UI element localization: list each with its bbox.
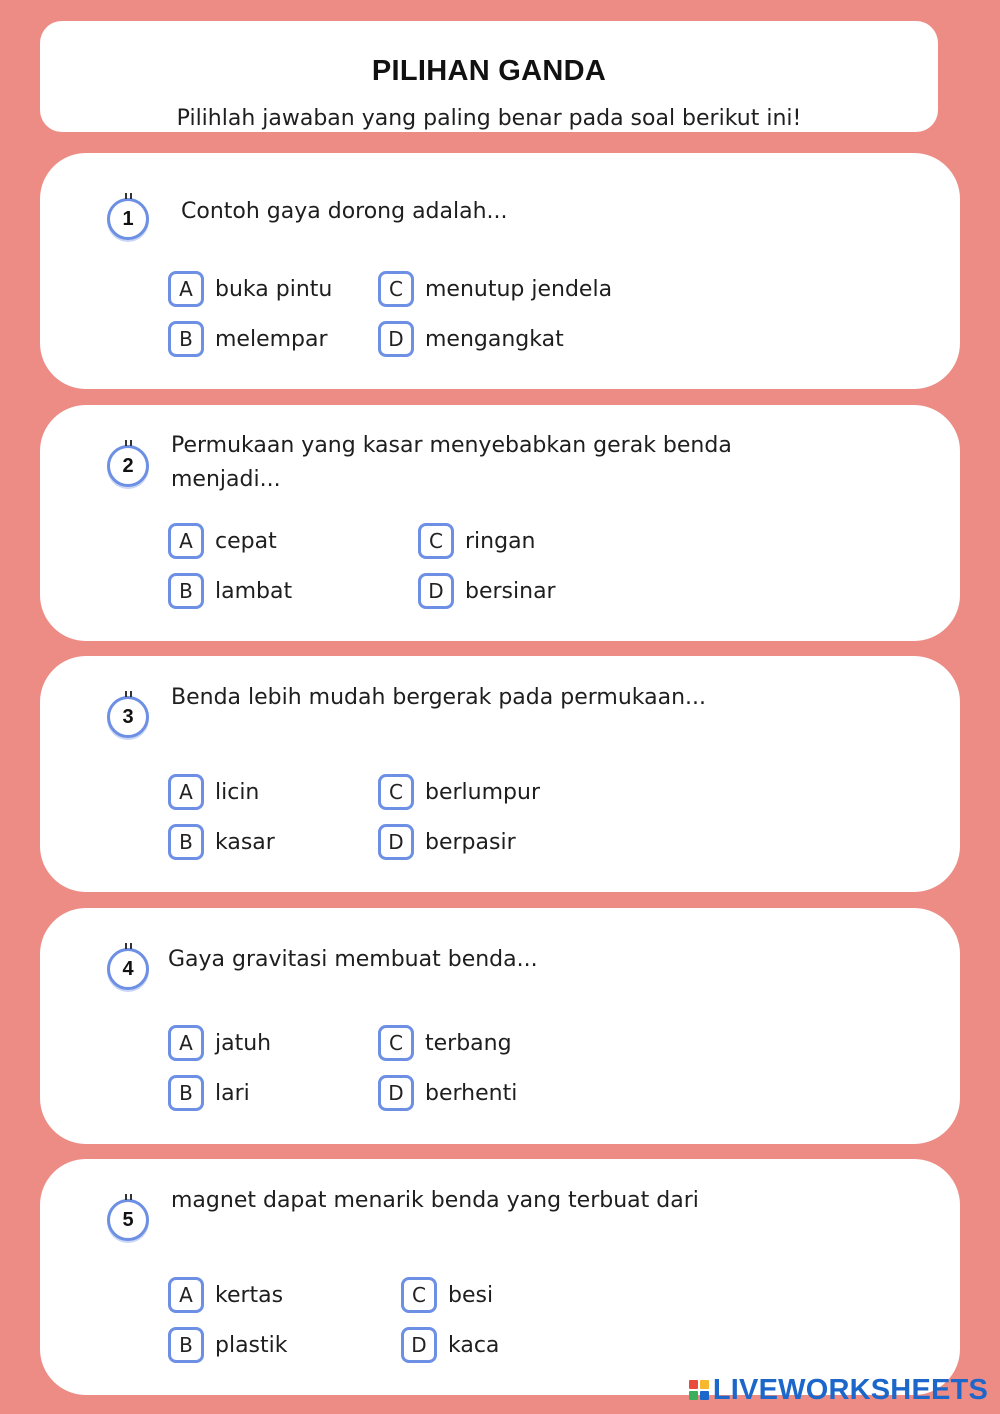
option-text: lari: [215, 1080, 250, 1106]
option-c[interactable]: [401, 1277, 493, 1313]
option-a[interactable]: [168, 1277, 283, 1313]
option-d[interactable]: [401, 1327, 499, 1363]
option-letter: D: [378, 824, 414, 860]
option-text: mengangkat: [425, 326, 564, 352]
option-text: melempar: [215, 326, 328, 352]
option-letter: A: [168, 774, 204, 810]
option-a[interactable]: [168, 523, 277, 559]
liveworksheets-logo[interactable]: [689, 1374, 988, 1406]
question-text: Gaya gravitasi membuat benda...: [168, 947, 538, 972]
option-b[interactable]: [168, 824, 275, 860]
option-b[interactable]: [168, 1327, 288, 1363]
option-letter: C: [378, 774, 414, 810]
option-d[interactable]: [378, 321, 564, 357]
question-text: Permukaan yang kasar menyebabkan gerak benda menjadi...: [171, 433, 732, 492]
option-a[interactable]: [168, 271, 332, 307]
option-text: berhenti: [425, 1080, 518, 1106]
page-title: PILIHAN GANDA: [371, 55, 607, 87]
badge-tick-icon: [125, 1194, 132, 1200]
question-number-badge: [107, 1199, 149, 1241]
question-card-2: [40, 405, 960, 641]
logo-square: [689, 1380, 698, 1389]
option-b[interactable]: [168, 573, 292, 609]
option-text: ringan: [465, 528, 536, 554]
instructions-text: Pilihlah jawaban yang paling benar pada soal berikut ini!: [176, 106, 802, 131]
option-letter: C: [418, 523, 454, 559]
option-letter: A: [168, 1277, 204, 1313]
option-text: bersinar: [465, 578, 556, 604]
question-card-1: [40, 153, 960, 389]
question-card-3: [40, 656, 960, 892]
brand-name: LIVEWORKSHEETS: [712, 1373, 988, 1406]
option-text: berpasir: [425, 829, 516, 855]
question-text: Contoh gaya dorong adalah...: [181, 199, 508, 224]
badge-tick-icon: [125, 440, 132, 446]
option-letter: A: [168, 1025, 204, 1061]
option-b[interactable]: [168, 1075, 250, 1111]
badge-tick-icon: [125, 193, 132, 199]
option-b[interactable]: [168, 321, 328, 357]
option-letter: A: [168, 271, 204, 307]
option-text: jatuh: [215, 1030, 272, 1056]
question-number-badge: [107, 198, 149, 240]
question-text: Benda lebih mudah bergerak pada permukaan...: [171, 685, 707, 710]
option-d[interactable]: [418, 573, 556, 609]
question-number: 2: [122, 455, 134, 477]
badge-tick-icon: [125, 691, 132, 697]
question-card-4: [40, 908, 960, 1144]
question-number-badge: [107, 696, 149, 738]
option-a[interactable]: [168, 774, 259, 810]
question-number-badge: [107, 948, 149, 990]
option-letter: C: [401, 1277, 437, 1313]
option-letter: D: [378, 321, 414, 357]
option-text: berlumpur: [425, 779, 540, 805]
option-c[interactable]: [378, 774, 540, 810]
question-number: 5: [122, 1209, 134, 1231]
option-text: buka pintu: [215, 276, 333, 302]
question-number: 3: [122, 706, 134, 728]
option-letter: D: [378, 1075, 414, 1111]
option-letter: D: [418, 573, 454, 609]
option-letter: C: [378, 271, 414, 307]
option-a[interactable]: [168, 1025, 271, 1061]
option-text: terbang: [425, 1030, 512, 1056]
logo-square: [689, 1391, 698, 1400]
option-text: cepat: [215, 528, 277, 554]
option-letter: A: [168, 523, 204, 559]
question-number: 1: [122, 208, 134, 230]
option-c[interactable]: [378, 1025, 512, 1061]
question-number-badge: [107, 445, 149, 487]
option-letter: B: [168, 1075, 204, 1111]
option-text: plastik: [215, 1332, 288, 1358]
option-c[interactable]: [418, 523, 536, 559]
instructions-header: [40, 21, 938, 132]
option-text: kertas: [215, 1282, 284, 1308]
option-text: kaca: [448, 1332, 500, 1358]
option-letter: B: [168, 824, 204, 860]
logo-square: [700, 1391, 709, 1400]
badge-tick-icon: [125, 943, 132, 949]
logo-square: [700, 1380, 709, 1389]
question-text: magnet dapat menarik benda yang terbuat dari: [171, 1188, 699, 1213]
option-letter: B: [168, 573, 204, 609]
option-text: lambat: [215, 578, 293, 604]
option-letter: B: [168, 1327, 204, 1363]
option-text: menutup jendela: [425, 276, 613, 302]
option-d[interactable]: [378, 824, 516, 860]
option-text: licin: [215, 779, 260, 805]
option-text: besi: [448, 1282, 494, 1308]
option-letter: D: [401, 1327, 437, 1363]
liveworksheets-grid-icon: [689, 1380, 709, 1400]
option-letter: C: [378, 1025, 414, 1061]
question-number: 4: [122, 958, 134, 980]
question-card-5: [40, 1159, 960, 1395]
option-text: kasar: [215, 829, 275, 855]
option-c[interactable]: [378, 271, 612, 307]
option-d[interactable]: [378, 1075, 517, 1111]
option-letter: B: [168, 321, 204, 357]
